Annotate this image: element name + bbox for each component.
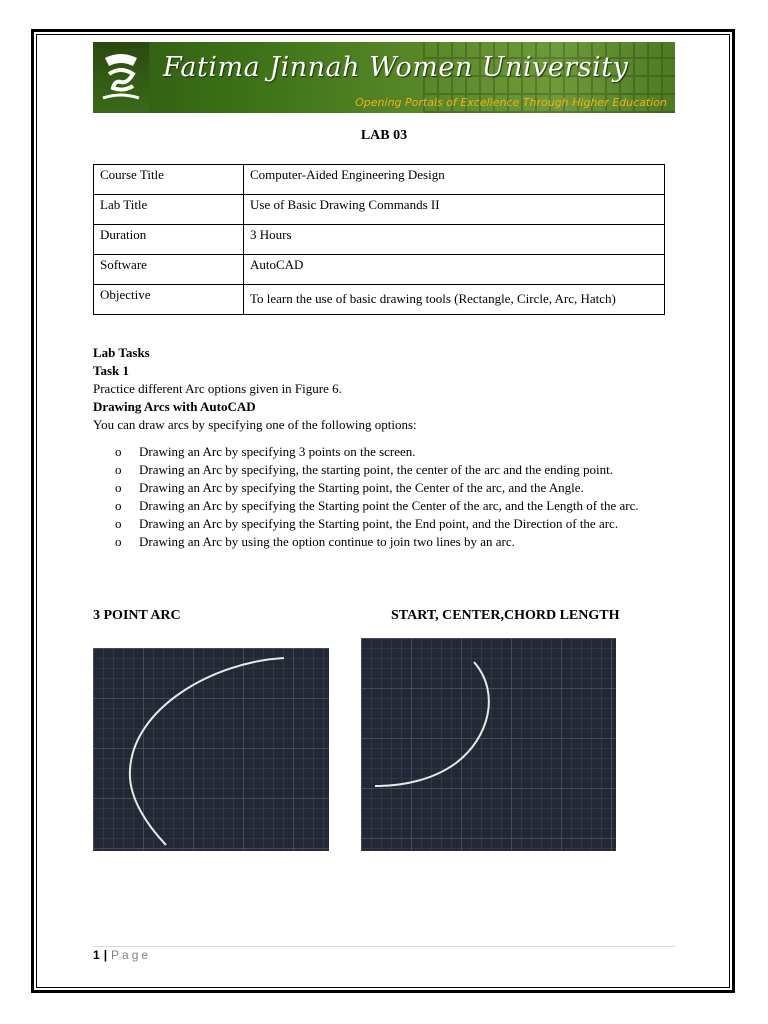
table-key: Duration bbox=[94, 225, 244, 255]
option-text: Drawing an Arc by specifying, the starting point, the center of the arc and the ending point. bbox=[139, 462, 613, 477]
bullet-icon: o bbox=[115, 498, 122, 513]
table-row bbox=[94, 225, 665, 255]
arc-curve bbox=[375, 662, 489, 786]
table-row bbox=[94, 285, 665, 315]
table-key: Lab Title bbox=[94, 195, 244, 225]
arcs-intro: You can draw arcs by specifying one of the following options: bbox=[93, 417, 417, 432]
arc-curve bbox=[130, 658, 284, 845]
task1-heading: Task 1 bbox=[93, 363, 130, 378]
option-text: Drawing an Arc by specifying the Starting point, the End point, and the Direction of the arc. bbox=[139, 516, 619, 531]
table-row bbox=[94, 195, 665, 225]
table-value: Use of Basic Drawing Commands II bbox=[244, 195, 665, 225]
bullet-icon: o bbox=[115, 444, 122, 459]
list-item bbox=[115, 443, 677, 460]
bullet-icon: o bbox=[115, 462, 122, 477]
task1-text: Practice different Arc options given in Figure 6. bbox=[93, 381, 342, 396]
list-item bbox=[115, 533, 677, 550]
option-text: Drawing an Arc by using the option continue to join two lines by an arc. bbox=[139, 534, 515, 549]
lab-tasks-section bbox=[93, 344, 683, 434]
logo-emblem-icon bbox=[99, 48, 143, 106]
list-item bbox=[115, 479, 677, 496]
table-row bbox=[94, 255, 665, 285]
list-item bbox=[115, 515, 677, 532]
footer-separator: | bbox=[103, 948, 108, 962]
university-banner bbox=[93, 42, 675, 113]
lab-title: LAB 03 bbox=[360, 128, 408, 143]
table-key: Course Title bbox=[94, 165, 244, 195]
table-value: Computer-Aided Engineering Design bbox=[244, 165, 665, 195]
table-value: 3 Hours bbox=[244, 225, 665, 255]
lab-info-table bbox=[93, 164, 665, 315]
page-footer bbox=[93, 948, 151, 962]
arcs-heading: Drawing Arcs with AutoCAD bbox=[93, 399, 256, 414]
option-text: Drawing an Arc by specifying the Starting point the Center of the arc, and the Length of the arc. bbox=[139, 498, 639, 513]
start-center-chord-arc-figure bbox=[361, 638, 616, 851]
start-center-chord-arc-drawing bbox=[361, 638, 616, 851]
table-key: Objective bbox=[94, 285, 244, 315]
option-text: Drawing an Arc by specifying the Starting point, the Center of the arc, and the Angle. bbox=[139, 480, 584, 495]
three-point-arc-drawing bbox=[93, 648, 329, 851]
footer-divider bbox=[93, 946, 675, 947]
figure-left-label: 3 POINT ARC bbox=[93, 608, 181, 623]
figure-right-label: START, CENTER,CHORD LENGTH bbox=[391, 608, 620, 623]
lab-tasks-heading: Lab Tasks bbox=[93, 345, 150, 360]
table-row bbox=[94, 165, 665, 195]
list-item bbox=[115, 461, 677, 478]
three-point-arc-figure bbox=[93, 648, 329, 851]
bullet-icon: o bbox=[115, 516, 122, 531]
bullet-icon: o bbox=[115, 480, 122, 495]
university-logo bbox=[93, 42, 149, 113]
list-item bbox=[115, 497, 677, 514]
arc-options-list bbox=[115, 443, 677, 551]
table-key: Software bbox=[94, 255, 244, 285]
university-motto: Opening Portals of Excellence Through Higher Education bbox=[355, 96, 667, 109]
page-word: Page bbox=[111, 948, 152, 962]
university-name: Fatima Jinnah Women University bbox=[163, 52, 629, 83]
bullet-icon: o bbox=[115, 534, 122, 549]
table-value: To learn the use of basic drawing tools (Rectangle, Circle, Arc, Hatch) bbox=[244, 285, 665, 315]
table-value: AutoCAD bbox=[244, 255, 665, 285]
option-text: Drawing an Arc by specifying 3 points on the screen. bbox=[139, 444, 416, 459]
page-number: 1 bbox=[93, 948, 100, 962]
